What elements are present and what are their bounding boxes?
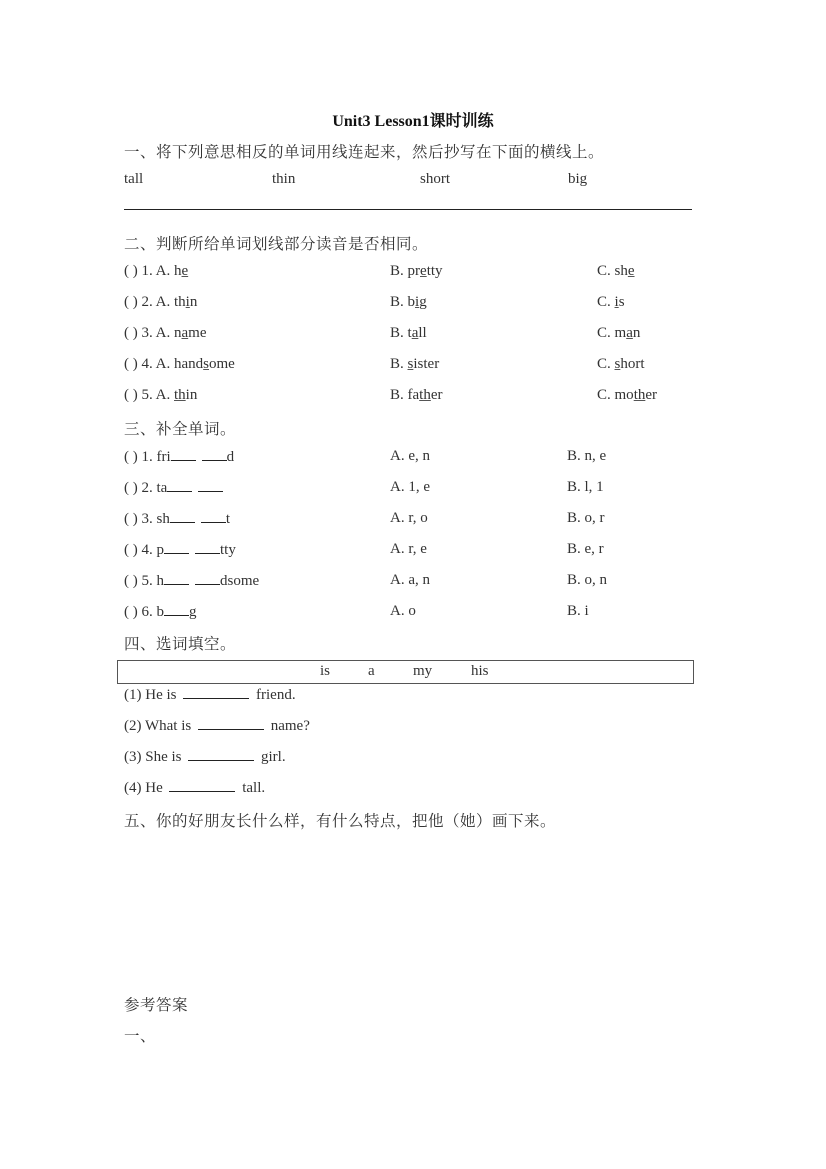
option-b: B. o, r xyxy=(567,510,605,526)
answers-section1: 一、 xyxy=(124,1027,157,1045)
option-label: C. xyxy=(597,356,615,372)
option-c xyxy=(597,263,635,280)
option-c xyxy=(597,387,657,404)
option-label: C. xyxy=(597,294,615,310)
underlined-part: s xyxy=(407,356,414,372)
section2-heading: 二、判断所给单词划线部分读音是否相同。 xyxy=(124,235,429,253)
option-a: A. r, o xyxy=(390,510,428,526)
word-part: ister xyxy=(413,356,440,372)
sentence-start: (4) He xyxy=(124,780,167,796)
letter-blank[interactable] xyxy=(195,572,220,585)
underlined-part: i xyxy=(185,294,190,310)
word-part: h xyxy=(174,263,182,279)
option-a xyxy=(174,387,197,403)
option-b: B. l, 1 xyxy=(567,479,604,495)
option-b-word xyxy=(408,325,427,341)
word-part: in xyxy=(185,387,198,403)
answer-line[interactable] xyxy=(124,209,692,210)
word-bank-item: my xyxy=(413,663,433,679)
fill-blank[interactable] xyxy=(198,717,264,730)
question-row xyxy=(124,510,230,528)
word-thin: thin xyxy=(272,171,296,187)
option-b: B. e, r xyxy=(567,541,604,557)
question-row xyxy=(124,541,236,559)
question-row xyxy=(124,356,235,373)
question-number: ( ) 2. xyxy=(124,480,157,496)
word-start: p xyxy=(156,542,164,558)
word-part: hand xyxy=(174,356,204,372)
answers-heading: 参考答案 xyxy=(124,996,189,1014)
option-a xyxy=(174,325,207,341)
section5-heading: 五、你的好朋友长什么样，有什么特点，把他（她）画下来。 xyxy=(124,812,557,830)
option-c-word xyxy=(615,325,641,341)
section4-heading: 四、选词填空。 xyxy=(124,635,237,653)
sentence-start: (3) She is xyxy=(124,749,186,765)
fill-sentence xyxy=(124,686,296,704)
sentence-start: (1) He is xyxy=(124,687,181,703)
underlined-part: s xyxy=(203,356,210,372)
letter-blank[interactable] xyxy=(164,603,189,616)
word-part: fa xyxy=(407,387,420,403)
word-part: er xyxy=(430,387,443,403)
question-number: ( ) 4. xyxy=(124,542,157,558)
option-b-word xyxy=(408,294,427,310)
underlined-part: e xyxy=(420,263,427,279)
option-label: B. xyxy=(390,356,408,372)
sentence-end: name? xyxy=(266,718,310,734)
option-b: B. i xyxy=(567,603,589,619)
word-part: th xyxy=(174,294,186,310)
word-part: n xyxy=(189,294,198,310)
option-b xyxy=(390,325,427,342)
word-bank-item: a xyxy=(368,663,375,679)
word-part: m xyxy=(614,325,627,341)
word-big: big xyxy=(568,171,588,187)
option-b: B. n, e xyxy=(567,448,607,464)
sentence-end: tall. xyxy=(238,780,266,796)
option-label: B. xyxy=(390,325,408,341)
option-a: A. 1, e xyxy=(390,479,430,495)
underlined-part: e xyxy=(627,263,635,279)
word-short: short xyxy=(420,171,450,187)
word-part: g xyxy=(419,294,427,310)
question-number: ( ) 1. A. xyxy=(124,263,174,279)
word-part: n xyxy=(174,325,182,341)
underlined-part: a xyxy=(411,325,419,341)
word-end: tty xyxy=(220,542,236,558)
question-number: ( ) 5. A. xyxy=(124,387,174,403)
option-c-word xyxy=(615,263,635,279)
letter-blank[interactable] xyxy=(167,479,192,492)
option-a: A. o xyxy=(390,603,416,619)
option-c-word xyxy=(615,387,658,403)
word-part: ome xyxy=(209,356,235,372)
option-b: B. o, n xyxy=(567,572,608,588)
option-c xyxy=(597,356,645,373)
word-part: tty xyxy=(426,263,443,279)
letter-blank[interactable] xyxy=(201,510,226,523)
question-row xyxy=(124,479,223,497)
option-a: A. e, n xyxy=(390,448,430,464)
word-end: g xyxy=(189,604,197,620)
option-b xyxy=(390,294,427,311)
page-title: Unit3 Lesson1课时训练 xyxy=(332,113,494,130)
letter-blank[interactable] xyxy=(170,510,195,523)
word-part: mo xyxy=(614,387,634,403)
option-b-word xyxy=(408,387,443,403)
word-start: fri xyxy=(156,449,171,465)
word-end: d xyxy=(226,449,235,465)
underlined-part: e xyxy=(181,263,189,279)
word-part: s xyxy=(618,294,625,310)
option-label: B. xyxy=(390,294,408,310)
word-part: hort xyxy=(620,356,645,372)
word-start: b xyxy=(156,604,164,620)
option-label: B. xyxy=(390,263,408,279)
word-start: sh xyxy=(156,511,170,527)
sentence-start: (2) What is xyxy=(124,718,195,734)
option-b-word xyxy=(408,356,440,372)
question-row xyxy=(124,294,197,311)
word-end: dsome xyxy=(220,573,260,589)
underlined-part: a xyxy=(626,325,633,341)
word-part: pr xyxy=(407,263,421,279)
letter-blank[interactable] xyxy=(171,448,196,461)
underlined-part: a xyxy=(181,325,189,341)
option-c-word xyxy=(615,294,625,310)
section3-heading: 三、补全单词。 xyxy=(124,420,237,438)
question-number: ( ) 4. A. xyxy=(124,356,174,372)
word-start: ta xyxy=(156,480,168,496)
option-label: C. xyxy=(597,325,615,341)
sentence-end: friend. xyxy=(252,687,296,703)
fill-sentence xyxy=(124,779,265,797)
option-a xyxy=(174,356,235,372)
option-c xyxy=(597,294,625,311)
option-c xyxy=(597,325,640,342)
fill-blank[interactable] xyxy=(183,686,249,699)
question-row xyxy=(124,448,234,466)
fill-blank[interactable] xyxy=(169,779,235,792)
question-number: ( ) 2. A. xyxy=(124,294,174,310)
word-part: b xyxy=(407,294,416,310)
word-bank-item: is xyxy=(320,663,331,679)
question-number: ( ) 3. A. xyxy=(124,325,174,341)
underlined-part: th xyxy=(633,387,646,403)
option-a: A. r, e xyxy=(390,541,427,557)
word-part: er xyxy=(645,387,658,403)
option-label: C. xyxy=(597,263,615,279)
underlined-part: th xyxy=(419,387,431,403)
option-a: A. a, n xyxy=(390,572,430,588)
question-row xyxy=(124,572,259,590)
question-row xyxy=(124,325,207,342)
word-part: n xyxy=(632,325,641,341)
section1-heading: 一、将下列意思相反的单词用线连起来，然后抄写在下面的横线上。 xyxy=(124,143,605,161)
letter-blank[interactable] xyxy=(198,479,223,492)
option-b-word xyxy=(408,263,443,279)
word-part: t xyxy=(407,325,412,341)
underlined-part: i xyxy=(614,294,619,310)
option-label: C. xyxy=(597,387,615,403)
word-bank-item: his xyxy=(471,663,489,679)
question-number: ( ) 1. xyxy=(124,449,157,465)
word-part: sh xyxy=(614,263,628,279)
option-a xyxy=(174,294,197,310)
option-b xyxy=(390,387,443,404)
word-part: ll xyxy=(418,325,427,341)
underlined-part: i xyxy=(415,294,420,310)
letter-blank[interactable] xyxy=(164,541,189,554)
option-c-word xyxy=(615,356,645,372)
underlined-part: s xyxy=(614,356,621,372)
word-part: me xyxy=(188,325,207,341)
question-row xyxy=(124,603,197,621)
question-row xyxy=(124,387,197,404)
option-label: B. xyxy=(390,387,408,403)
fill-sentence xyxy=(124,717,310,735)
option-a xyxy=(174,263,188,279)
fill-blank[interactable] xyxy=(188,748,254,761)
word-bank-box xyxy=(117,660,694,684)
sentence-end: girl. xyxy=(257,749,286,765)
question-row xyxy=(124,263,188,280)
option-b xyxy=(390,263,443,280)
question-number: ( ) 6. xyxy=(124,604,157,620)
word-tall: tall xyxy=(124,171,144,187)
letter-blank[interactable] xyxy=(195,541,220,554)
letter-blank[interactable] xyxy=(202,448,227,461)
letter-blank[interactable] xyxy=(164,572,189,585)
underlined-part: th xyxy=(174,387,186,403)
question-number: ( ) 3. xyxy=(124,511,157,527)
option-b xyxy=(390,356,439,373)
word-end: t xyxy=(225,511,231,527)
question-number: ( ) 5. xyxy=(124,573,157,589)
word-start: h xyxy=(156,573,164,589)
fill-sentence xyxy=(124,748,286,766)
